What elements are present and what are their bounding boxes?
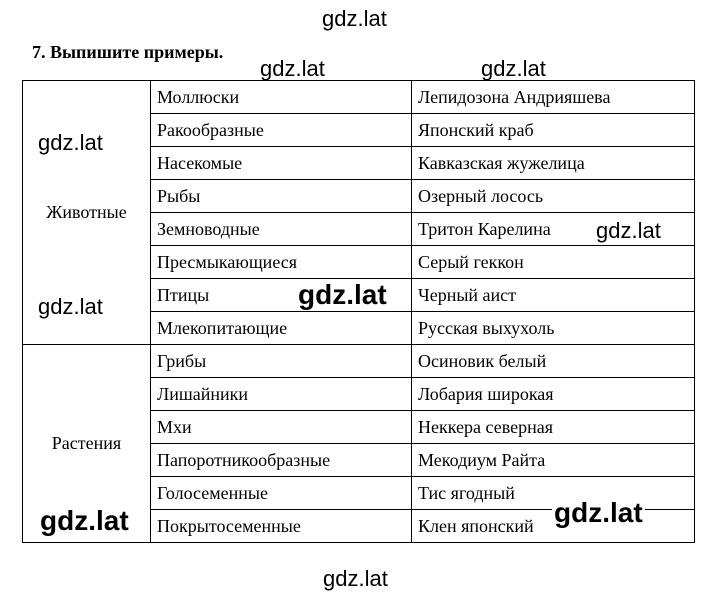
category-cell: Насекомые xyxy=(151,147,412,180)
watermark-right-middle: gdz.lat xyxy=(596,218,661,243)
watermark-top: gdz.lat xyxy=(322,6,387,31)
watermark-bottom: gdz.lat xyxy=(323,566,388,591)
example-cell: Озерный лосось xyxy=(412,180,695,213)
example-cell: Серый геккон xyxy=(412,246,695,279)
watermark-bottom-right: gdz.lat xyxy=(554,497,643,528)
example-cell: Неккера северная xyxy=(412,411,695,444)
category-cell: Моллюски xyxy=(151,81,412,114)
watermark-center: gdz.lat xyxy=(298,279,387,310)
example-cell: Тис ягодный xyxy=(412,477,695,510)
category-cell: Земноводные xyxy=(151,213,412,246)
exercise-title: 7. Выпишите примеры. xyxy=(32,42,224,62)
example-cell: Лепидозона Андрияшева xyxy=(412,81,695,114)
example-cell: Клен японский xyxy=(412,510,695,543)
table-row xyxy=(23,345,695,378)
category-cell: Голосеменные xyxy=(151,477,412,510)
category-cell: Птицы xyxy=(151,279,412,312)
example-cell: Мекодиум Райта xyxy=(412,444,695,477)
category-cell: Папоротникообразные xyxy=(151,444,412,477)
table-row xyxy=(23,81,695,114)
category-cell: Ракообразные xyxy=(151,114,412,147)
category-cell: Грибы xyxy=(151,345,412,378)
watermark-left-upper: gdz.lat xyxy=(38,130,103,155)
category-cell: Пресмыкающиеся xyxy=(151,246,412,279)
category-cell: Рыбы xyxy=(151,180,412,213)
category-cell: Покрытосеменные xyxy=(151,510,412,543)
category-cell: Млекопитающие xyxy=(151,312,412,345)
category-cell: Лишайники xyxy=(151,378,412,411)
example-cell: Русская выхухоль xyxy=(412,312,695,345)
example-cell: Лобария широкая xyxy=(412,378,695,411)
watermark-bottom-left: gdz.lat xyxy=(40,505,129,536)
example-cell: Осиновик белый xyxy=(412,345,695,378)
examples-table xyxy=(22,80,695,543)
example-cell: Кавказская жужелица xyxy=(412,147,695,180)
example-cell: Тритон Карелина xyxy=(412,213,695,246)
example-cell: Японский краб xyxy=(412,114,695,147)
watermark-left-middle: gdz.lat xyxy=(38,294,103,319)
watermark-header-right: gdz.lat xyxy=(481,56,546,81)
group-label-plants: Растения xyxy=(23,345,151,543)
group-label-animals: Животные xyxy=(23,81,151,345)
example-cell: Черный аист xyxy=(412,279,695,312)
category-cell: Мхи xyxy=(151,411,412,444)
watermark-header-left: gdz.lat xyxy=(260,56,325,81)
